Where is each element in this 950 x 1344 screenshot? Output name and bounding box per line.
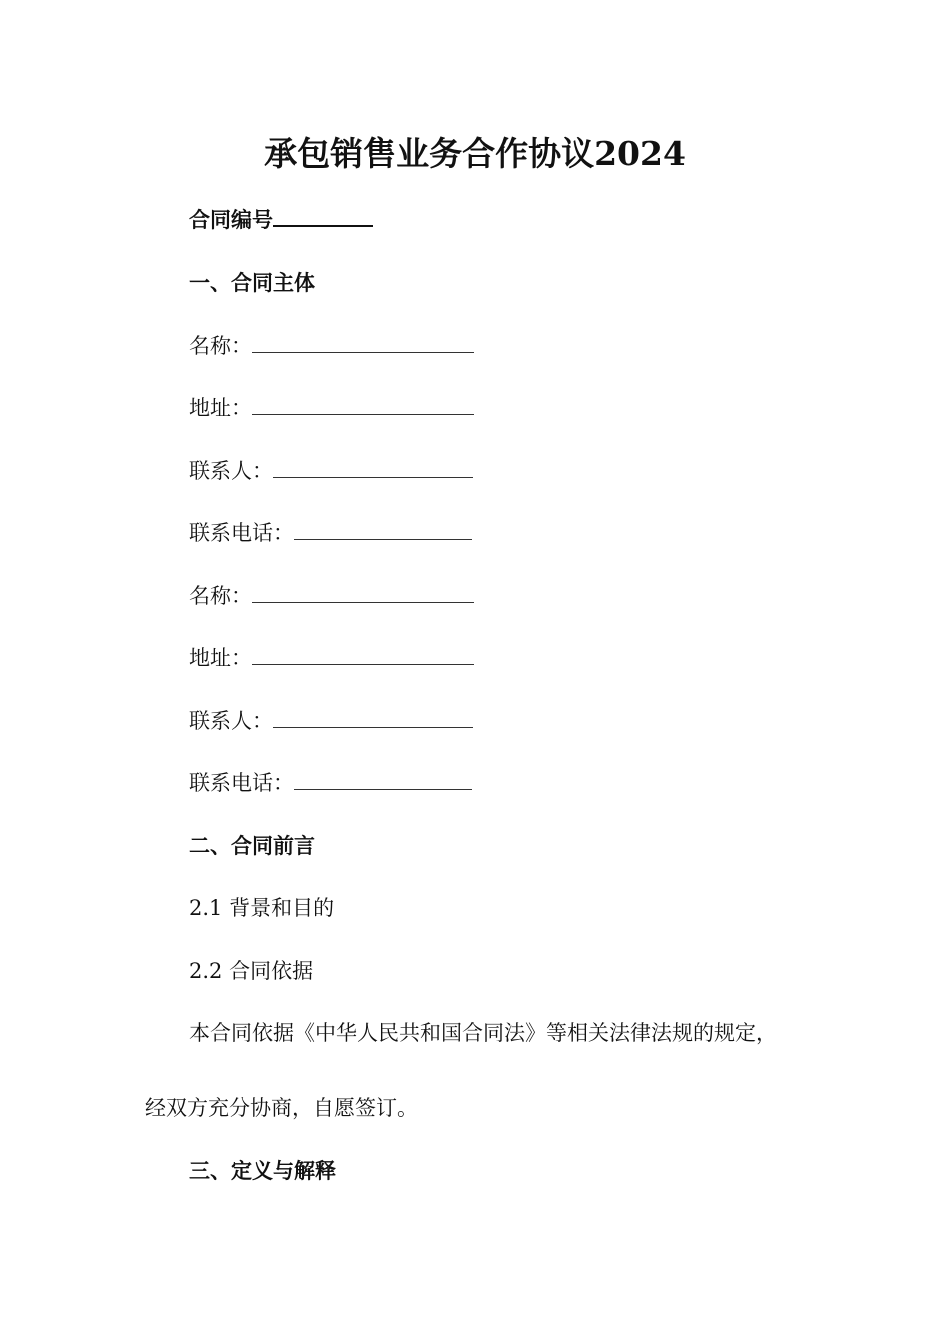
section2-paragraph-line1: 本合同依据《中华人民共和国合同法》等相关法律法规的规定， bbox=[189, 1021, 777, 1045]
party-a-contact-blank[interactable] bbox=[273, 457, 473, 478]
party-b-phone-label: 联系电话： bbox=[189, 771, 294, 795]
section2-paragraph-line2: 经双方充分协商，自愿签订。 bbox=[145, 1096, 418, 1120]
party-b-contact-blank[interactable] bbox=[273, 707, 473, 728]
party-a-phone-label: 联系电话： bbox=[189, 521, 294, 545]
party-a-address-line bbox=[189, 393, 474, 423]
party-a-name-line bbox=[189, 331, 474, 361]
party-b-phone-blank[interactable] bbox=[294, 769, 472, 790]
party-b-name-blank[interactable] bbox=[252, 582, 474, 603]
party-a-name-blank[interactable] bbox=[252, 332, 474, 353]
party-a-name-label: 名称： bbox=[189, 334, 252, 358]
contract-number-line bbox=[189, 205, 373, 235]
section3-heading: 三、定义与解释 bbox=[189, 1158, 336, 1183]
contract-number-blank[interactable] bbox=[273, 205, 373, 227]
party-a-phone-line bbox=[189, 518, 472, 548]
section2-item-basis: 2.2 合同依据 bbox=[189, 959, 314, 983]
section2-item-background: 2.1 背景和目的 bbox=[189, 896, 335, 920]
party-a-contact-line bbox=[189, 456, 473, 486]
party-b-phone-line bbox=[189, 768, 472, 798]
party-b-name-label: 名称： bbox=[189, 584, 252, 608]
party-b-name-line bbox=[189, 581, 474, 611]
section1-heading: 一、合同主体 bbox=[189, 270, 315, 295]
party-a-phone-blank[interactable] bbox=[294, 519, 472, 540]
document-title: 承包销售业务合作协议2024 bbox=[264, 134, 686, 173]
party-b-address-blank[interactable] bbox=[252, 644, 474, 665]
party-a-contact-label: 联系人： bbox=[189, 459, 273, 483]
section2-heading: 二、合同前言 bbox=[189, 833, 315, 858]
party-b-address-line bbox=[189, 643, 474, 673]
party-a-address-blank[interactable] bbox=[252, 394, 474, 415]
party-b-contact-label: 联系人： bbox=[189, 709, 273, 733]
party-b-contact-line bbox=[189, 706, 473, 736]
party-a-address-label: 地址： bbox=[189, 396, 252, 420]
party-b-address-label: 地址： bbox=[189, 646, 252, 670]
contract-number-label: 合同编号 bbox=[189, 207, 273, 232]
